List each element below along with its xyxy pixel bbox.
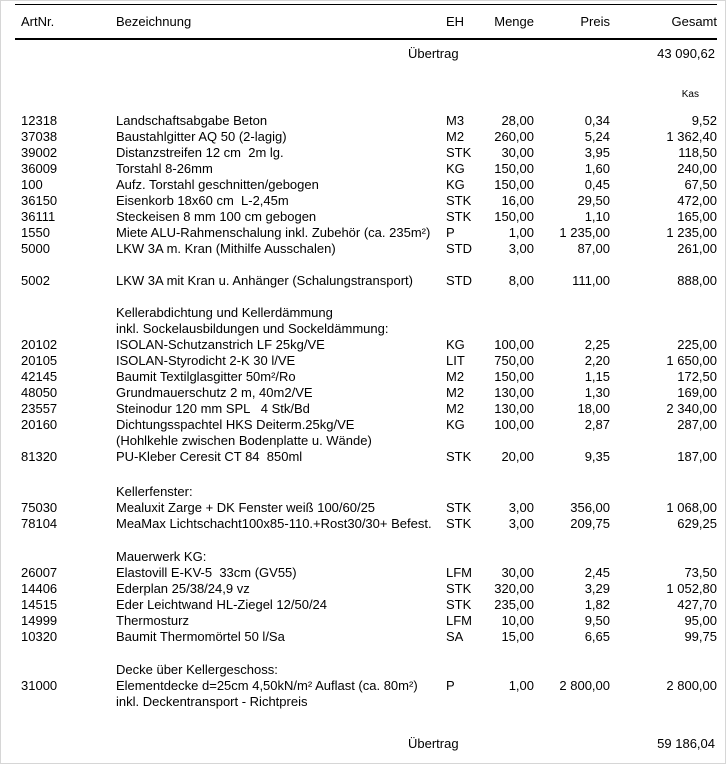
- cell-bezeichnung: Mealuxit Zarge + DK Fenster weiß 100/60/25: [116, 500, 376, 515]
- cell-gesamt: 73,50: [684, 565, 717, 580]
- column-header-preis: Preis: [580, 14, 610, 29]
- cell-menge: 150,00: [494, 209, 534, 224]
- note-text: (Hohlkehle zwischen Bodenplatte u. Wände): [116, 433, 372, 448]
- table-row: [1, 516, 725, 532]
- cell-bezeichnung: Torstahl 8-26mm: [116, 161, 213, 176]
- cell-menge: 3,00: [508, 241, 534, 256]
- cell-artnr: 36009: [21, 161, 58, 176]
- cell-menge: 16,00: [501, 193, 534, 208]
- cell-eh: M2: [446, 401, 465, 416]
- cell-menge: 320,00: [494, 581, 534, 596]
- cell-eh: STK: [446, 500, 472, 515]
- cell-gesamt: [610, 433, 717, 449]
- cell-gesamt: [610, 321, 717, 337]
- cell-eh: P: [446, 225, 455, 240]
- cell-eh: M2: [446, 385, 465, 400]
- cell-artnr: 14515: [21, 597, 58, 612]
- row-gap: [1, 645, 725, 662]
- cell-preis: 9,50: [584, 613, 610, 628]
- cell-menge: 8,00: [508, 273, 534, 288]
- cell-artnr: 42145: [21, 369, 58, 384]
- cell-artnr: 12318: [21, 113, 58, 128]
- cell-menge: 1,00: [508, 225, 534, 240]
- cell-artnr: 1550: [21, 225, 50, 240]
- cell-eh: [446, 484, 486, 500]
- cell-menge: [486, 321, 534, 337]
- cell-bezeichnung: MeaMax Lichtschacht100x85-110.+Rost30/30+ Befest.: [116, 516, 432, 531]
- cell-preis: 2,25: [584, 337, 610, 352]
- cell-preis: 0,45: [584, 177, 610, 192]
- cell-preis: [534, 549, 610, 565]
- cell-artnr: 36150: [21, 193, 58, 208]
- section-heading-row: [1, 305, 725, 321]
- cell-preis: 2,20: [584, 353, 610, 368]
- section-heading-row: [1, 662, 725, 678]
- table-row: [1, 565, 725, 581]
- cell-preis: 1 235,00: [559, 225, 610, 240]
- table-row: [1, 209, 725, 225]
- cell-eh: M2: [446, 369, 465, 384]
- cell-preis: [534, 662, 610, 678]
- carry-forward-bottom: [1, 736, 725, 752]
- cell-artnr: 75030: [21, 500, 58, 515]
- cell-artnr: [21, 694, 116, 710]
- cell-preis: 3,95: [584, 145, 610, 160]
- cell-eh: LFM: [446, 613, 472, 628]
- cell-menge: 3,00: [508, 516, 534, 531]
- cell-preis: [534, 484, 610, 500]
- carry-forward-bottom-amount: 59 186,04: [657, 736, 715, 751]
- cell-gesamt: 1 362,40: [666, 129, 717, 144]
- cell-bezeichnung: Elastovill E-KV-5 33cm (GV55): [116, 565, 297, 580]
- cell-gesamt: 172,50: [677, 369, 717, 384]
- cell-bezeichnung: Elementdecke d=25cm 4,50kN/m² Auflast (ca. 80m²): [116, 678, 418, 693]
- cell-bezeichnung: Baumit Textilglasgitter 50m²/Ro: [116, 369, 296, 384]
- section-heading: Mauerwerk KG:: [116, 549, 207, 564]
- cell-menge: 30,00: [501, 145, 534, 160]
- cell-preis: 209,75: [570, 516, 610, 531]
- cell-gesamt: 1 052,80: [666, 581, 717, 596]
- table-row: [1, 500, 725, 516]
- row-gap: [1, 289, 725, 305]
- cell-gesamt: 240,00: [677, 161, 717, 176]
- cell-eh: STK: [446, 209, 472, 224]
- carry-forward-top-amount: 43 090,62: [657, 46, 715, 61]
- table-row: [1, 417, 725, 433]
- cell-eh: STK: [446, 581, 472, 596]
- cell-gesamt: [610, 484, 717, 500]
- cell-gesamt: 629,25: [677, 516, 717, 531]
- cell-menge: 150,00: [494, 369, 534, 384]
- cell-menge: 10,00: [501, 613, 534, 628]
- cell-eh: [446, 694, 486, 710]
- cell-bezeichnung: Baumit Thermomörtel 50 l/Sa: [116, 629, 285, 644]
- cell-eh: M3: [446, 113, 465, 128]
- cell-menge: [486, 433, 534, 449]
- cell-artnr: 81320: [21, 449, 58, 464]
- cell-menge: [486, 662, 534, 678]
- note-text: inkl. Deckentransport - Richtpreis: [116, 694, 308, 709]
- section-heading: Decke über Kellergeschoss:: [116, 662, 278, 677]
- cell-menge: 30,00: [501, 565, 534, 580]
- cell-artnr: 23557: [21, 401, 58, 416]
- cell-menge: 15,00: [501, 629, 534, 644]
- cell-eh: KG: [446, 337, 465, 352]
- cell-preis: 356,00: [570, 500, 610, 515]
- cell-eh: STK: [446, 193, 472, 208]
- cell-bezeichnung: Thermosturz: [116, 613, 189, 628]
- cell-gesamt: [610, 305, 717, 321]
- cell-gesamt: 118,50: [678, 145, 717, 160]
- table-row: [1, 273, 725, 289]
- cell-gesamt: 1 650,00: [666, 353, 717, 368]
- cell-artnr: [21, 305, 116, 321]
- cell-gesamt: 427,70: [677, 597, 717, 612]
- table-row: [1, 177, 725, 193]
- cell-menge: 1,00: [508, 678, 534, 693]
- cell-eh: SA: [446, 629, 464, 644]
- cell-preis: 2,45: [584, 565, 610, 580]
- cell-preis: [534, 694, 610, 710]
- table-row: [1, 613, 725, 629]
- cell-menge: 3,00: [508, 500, 534, 515]
- cell-menge: 20,00: [501, 449, 534, 464]
- carry-forward-bottom-label: Übertrag: [408, 736, 459, 751]
- cell-bezeichnung: Ederplan 25/38/24,9 vz: [116, 581, 250, 596]
- cell-eh: STK: [446, 145, 472, 160]
- cell-gesamt: 169,00: [677, 385, 717, 400]
- cell-eh: KG: [446, 177, 465, 192]
- cell-eh: [446, 305, 486, 321]
- cell-menge: 100,00: [494, 417, 534, 432]
- cell-menge: 130,00: [494, 401, 534, 416]
- cell-gesamt: 1 235,00: [666, 225, 717, 240]
- cell-gesamt: [610, 549, 717, 565]
- table-row: [1, 385, 725, 401]
- cell-bezeichnung: ISOLAN-Schutzanstrich LF 25kg/VE: [116, 337, 325, 352]
- cell-preis: [534, 433, 610, 449]
- cell-preis: 1,82: [584, 597, 610, 612]
- cell-eh: STD: [446, 273, 472, 288]
- column-header-eh: EH: [446, 14, 465, 29]
- note-row: [1, 433, 725, 449]
- cell-gesamt: 1 068,00: [666, 500, 717, 515]
- section-heading: Kellerabdichtung und Kellerdämmung: [116, 305, 333, 320]
- cell-preis: 6,65: [584, 629, 610, 644]
- cell-preis: 111,00: [572, 273, 610, 288]
- cell-gesamt: 2 340,00: [666, 401, 717, 416]
- cell-bezeichnung: Eder Leichtwand HL-Ziegel 12/50/24: [116, 597, 328, 612]
- cell-gesamt: [610, 662, 717, 678]
- cell-gesamt: 888,00: [677, 273, 717, 288]
- cell-bezeichnung: LKW 3A mit Kran u. Anhänger (Schalungstransport): [116, 273, 413, 288]
- cell-bezeichnung: LKW 3A m. Kran (Mithilfe Ausschalen): [116, 241, 336, 256]
- cell-artnr: 78104: [21, 516, 58, 531]
- cell-menge: 150,00: [494, 161, 534, 176]
- cell-bezeichnung: Dichtungsspachtel HKS Deiterm.25kg/VE: [116, 417, 355, 432]
- cell-menge: 150,00: [494, 177, 534, 192]
- cell-bezeichnung: Landschaftsabgabe Beton: [116, 113, 268, 128]
- table-row: [1, 581, 725, 597]
- cell-artnr: [21, 321, 116, 337]
- cell-gesamt: 287,00: [677, 417, 717, 432]
- table-row: [1, 629, 725, 645]
- note-row: [1, 694, 725, 710]
- cell-artnr: [21, 549, 116, 565]
- cell-preis: [534, 321, 610, 337]
- cell-eh: KG: [446, 417, 465, 432]
- cell-eh: STK: [446, 449, 472, 464]
- table-row: [1, 353, 725, 369]
- cell-eh: STK: [446, 597, 472, 612]
- cell-menge: 750,00: [494, 353, 534, 368]
- cell-artnr: [21, 484, 116, 500]
- cell-artnr: 37038: [21, 129, 58, 144]
- table-row: [1, 369, 725, 385]
- cell-bezeichnung: Baustahlgitter AQ 50 (2-lagig): [116, 129, 287, 144]
- cell-bezeichnung: Distanzstreifen 12 cm 2m lg.: [116, 145, 284, 160]
- row-gap: [1, 257, 725, 273]
- row-gap: [1, 532, 725, 549]
- table-row: [1, 449, 725, 465]
- cell-artnr: 14999: [21, 613, 58, 628]
- cell-bezeichnung: ISOLAN-Styrodicht 2-K 30 l/VE: [116, 353, 296, 368]
- cell-menge: [486, 484, 534, 500]
- section-heading-row: [1, 484, 725, 500]
- column-header-bezeichnung: Bezeichnung: [116, 14, 192, 29]
- table-row: [1, 193, 725, 209]
- table-row: [1, 225, 725, 241]
- carry-forward-top-label: Übertrag: [408, 46, 459, 61]
- cell-preis: 1,30: [584, 385, 610, 400]
- cell-artnr: 5002: [21, 273, 50, 288]
- section-heading-row: [1, 321, 725, 337]
- kas-label: Kas: [681, 89, 699, 100]
- table-row: [1, 597, 725, 613]
- cell-menge: [486, 549, 534, 565]
- cell-eh: KG: [446, 161, 465, 176]
- cell-bezeichnung: Eisenkorb 18x60 cm L-2,45m: [116, 193, 289, 208]
- cell-gesamt: 9,52: [691, 113, 717, 128]
- section-heading: Kellerfenster:: [116, 484, 193, 499]
- cell-preis: 2 800,00: [559, 678, 610, 693]
- cell-eh: P: [446, 678, 455, 693]
- cell-preis: 0,34: [584, 113, 610, 128]
- table-row: [1, 129, 725, 145]
- cell-preis: 1,10: [584, 209, 610, 224]
- cell-eh: STD: [446, 241, 472, 256]
- cell-menge: 235,00: [494, 597, 534, 612]
- cell-preis: 1,15: [584, 369, 610, 384]
- table-row: [1, 161, 725, 177]
- cell-eh: LFM: [446, 565, 472, 580]
- table-header: [1, 5, 725, 38]
- cell-bezeichnung: Miete ALU-Rahmenschalung inkl. Zubehör (ca. 235m²): [116, 225, 431, 240]
- cell-bezeichnung: Steinodur 120 mm SPL 4 Stk/Bd: [116, 401, 310, 416]
- cell-menge: 28,00: [501, 113, 534, 128]
- cell-artnr: [21, 433, 116, 449]
- cell-bezeichnung: Aufz. Torstahl geschnitten/gebogen: [116, 177, 319, 192]
- cell-artnr: 5000: [21, 241, 50, 256]
- carry-forward-top: [1, 46, 725, 62]
- cell-artnr: 36111: [21, 209, 56, 224]
- cell-menge: 100,00: [494, 337, 534, 352]
- table-row: [1, 678, 725, 694]
- cell-preis: 29,50: [577, 193, 610, 208]
- cell-artnr: 20105: [21, 353, 58, 368]
- cell-bezeichnung: Steckeisen 8 mm 100 cm gebogen: [116, 209, 317, 224]
- cell-gesamt: 2 800,00: [666, 678, 717, 693]
- column-header-artnr: ArtNr.: [21, 14, 55, 29]
- section-heading: inkl. Sockelausbildungen und Sockeldämmung:: [116, 321, 389, 336]
- cell-eh: LIT: [446, 353, 465, 368]
- cell-preis: 5,24: [584, 129, 610, 144]
- cell-menge: [486, 694, 534, 710]
- cell-menge: 130,00: [494, 385, 534, 400]
- cell-gesamt: 187,00: [677, 449, 717, 464]
- cell-gesamt: 225,00: [677, 337, 717, 352]
- cell-artnr: 100: [21, 177, 43, 192]
- cell-preis: 2,87: [584, 417, 610, 432]
- row-gap: [1, 465, 725, 484]
- cell-preis: 87,00: [577, 241, 610, 256]
- cell-gesamt: 261,00: [677, 241, 717, 256]
- cell-gesamt: 472,00: [677, 193, 717, 208]
- cell-artnr: 10320: [21, 629, 58, 644]
- cell-gesamt: [610, 694, 717, 710]
- table-row: [1, 401, 725, 417]
- table-row: [1, 241, 725, 257]
- cell-artnr: 20102: [21, 337, 58, 352]
- column-header-menge: Menge: [494, 14, 534, 29]
- cell-preis: 18,00: [577, 401, 610, 416]
- section-heading-row: [1, 549, 725, 565]
- cell-artnr: 20160: [21, 417, 58, 432]
- cell-preis: 9,35: [584, 449, 610, 464]
- column-header-gesamt: Gesamt: [671, 14, 717, 29]
- cell-eh: [446, 433, 486, 449]
- cell-gesamt: 165,00: [677, 209, 717, 224]
- table-row: [1, 113, 725, 129]
- table-row: [1, 145, 725, 161]
- cell-preis: 1,60: [584, 161, 610, 176]
- cell-eh: [446, 549, 486, 565]
- cell-menge: [486, 305, 534, 321]
- cell-artnr: 39002: [21, 145, 58, 160]
- cell-bezeichnung: Grundmauerschutz 2 m, 40m2/VE: [116, 385, 313, 400]
- cell-artnr: 48050: [21, 385, 58, 400]
- cell-eh: STK: [446, 516, 472, 531]
- cell-eh: [446, 662, 486, 678]
- cell-gesamt: 99,75: [684, 629, 717, 644]
- cell-bezeichnung: PU-Kleber Ceresit CT 84 850ml: [116, 449, 303, 464]
- cell-artnr: 14406: [21, 581, 58, 596]
- cell-menge: 260,00: [494, 129, 534, 144]
- cell-preis: [534, 305, 610, 321]
- cell-preis: 3,29: [584, 581, 610, 596]
- cell-gesamt: 95,00: [684, 613, 717, 628]
- cell-artnr: 31000: [21, 678, 58, 693]
- cell-gesamt: 67,50: [684, 177, 717, 192]
- table-row: [1, 337, 725, 353]
- cell-eh: [446, 321, 486, 337]
- cell-eh: M2: [446, 129, 465, 144]
- cell-artnr: 26007: [21, 565, 58, 580]
- line-items: [1, 113, 725, 710]
- cell-artnr: [21, 662, 116, 678]
